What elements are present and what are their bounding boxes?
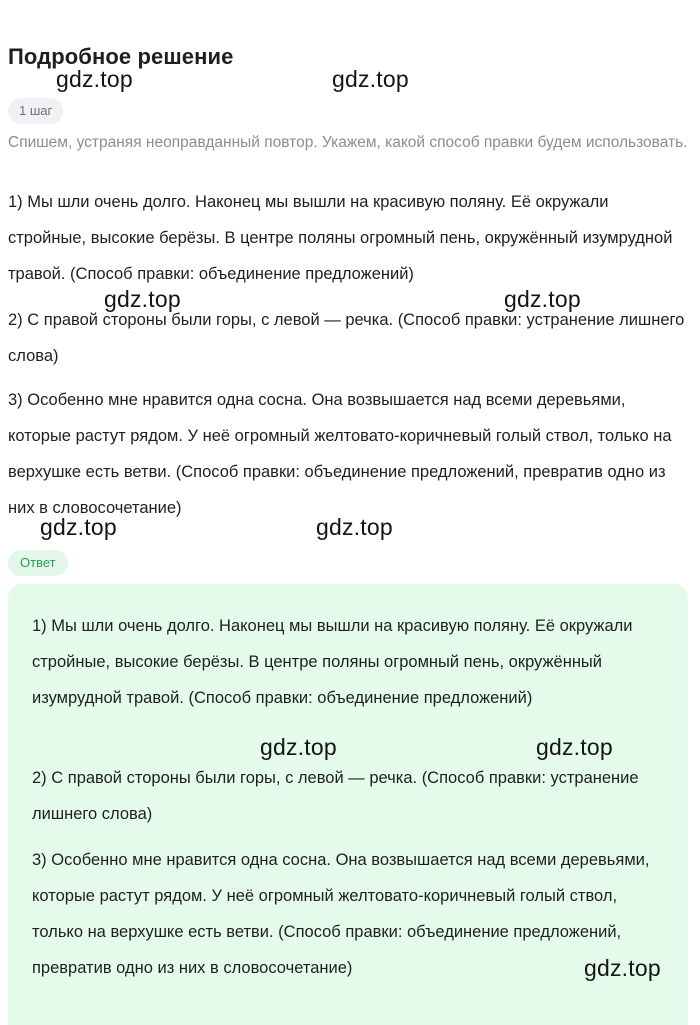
answer-paragraph-2: 2) С правой стороны были горы, с левой — речка. (Способ правки: устранение лишнего слова) xyxy=(32,769,639,823)
watermark: gdz.top xyxy=(316,514,393,540)
step-badge: 1 шаг xyxy=(8,98,63,124)
watermark: gdz.top xyxy=(104,286,181,312)
watermark: gdz.top xyxy=(260,734,337,760)
watermark: gdz.top xyxy=(332,66,409,92)
answer-paragraph-1: 1) Мы шли очень долго. Наконец мы вышли на красивую поляну. Её окружали стройные, высокие берёзы. В центре поляны огромный пень, окружённый изумрудной травой. (Способ правки: объединение предложений) xyxy=(32,617,633,707)
answer-paragraph-3: 3) Особенно мне нравится одна сосна. Она возвышается над всеми деревьями, которые растут рядом. У неё огромный желтовато-коричневый голый ствол, только на верхушке есть ветви. (Способ правки: объединение предложений, превратив одно из них в словосочетание) xyxy=(32,851,650,977)
watermark: gdz.top xyxy=(504,286,581,312)
watermark: gdz.top xyxy=(56,66,133,92)
solution-paragraph-2: 2) С правой стороны были горы, с левой — речка. (Способ правки: устранение лишнего слова) xyxy=(8,311,685,365)
solution-paragraph-3: 3) Особенно мне нравится одна сосна. Она возвышается над всеми деревьями, которые растут рядом. У неё огромный желтовато-коричневый голый ствол, только на верхушке есть ветви. (Способ правки: объединение предложений, превратив одно из них в словосочетание) xyxy=(8,391,672,517)
watermark: gdz.top xyxy=(536,734,613,760)
watermark: gdz.top xyxy=(584,955,661,981)
page-title: Подробное решение xyxy=(8,44,234,69)
watermark: gdz.top xyxy=(40,514,117,540)
solution-paragraph-1: 1) Мы шли очень долго. Наконец мы вышли на красивую поляну. Её окружали стройные, высокие берёзы. В центре поляны огромный пень, окружённый изумрудной травой. (Способ правки: объединение предложений) xyxy=(8,193,673,283)
solution-intro: Спишем, устраняя неоправданный повтор. Укажем, какой способ правки будем использовать. xyxy=(8,134,688,151)
answer-badge: Ответ xyxy=(8,550,68,576)
